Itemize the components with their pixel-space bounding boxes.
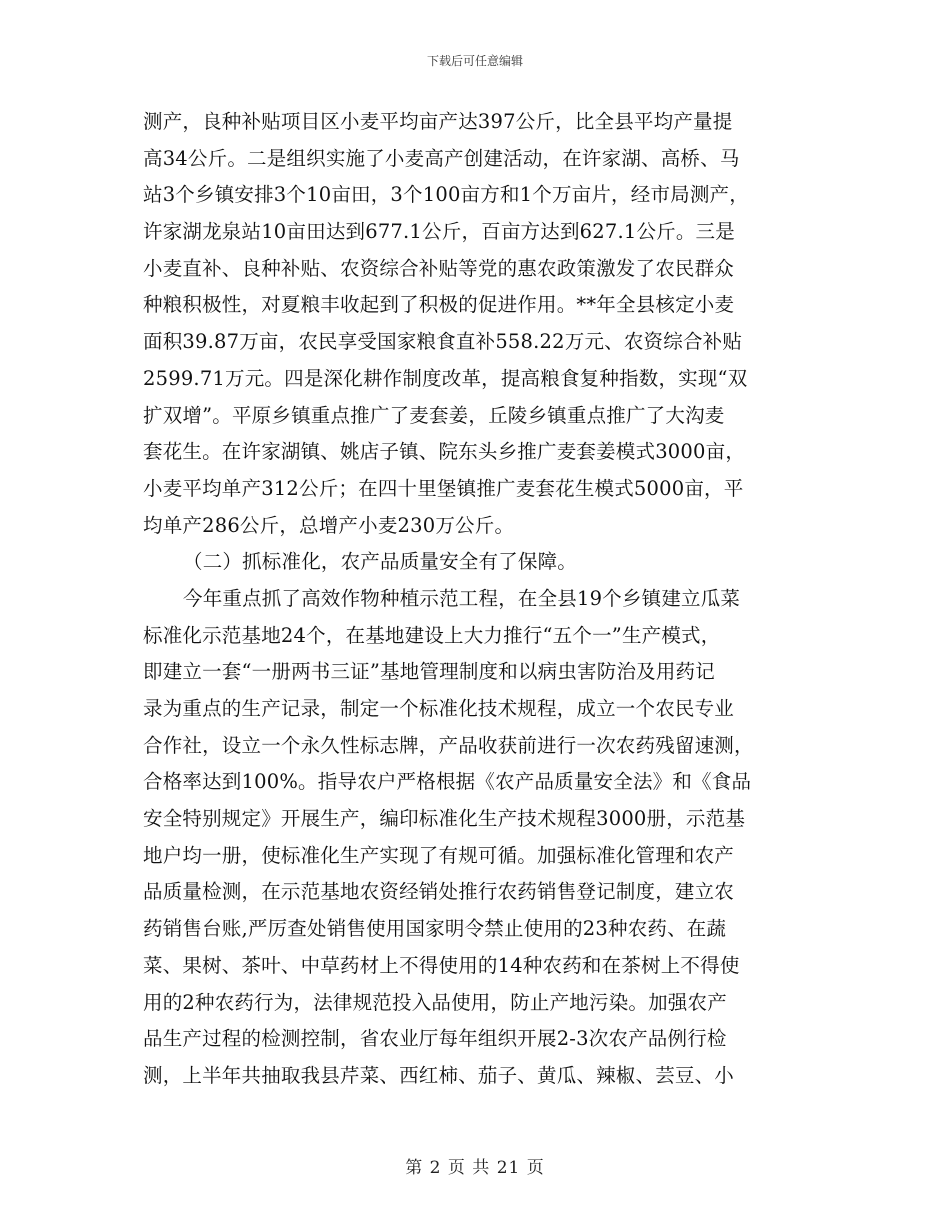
text-line: 均单产286公斤，总增产小麦230万公斤。 [143, 513, 515, 537]
text-line: 标准化示范基地24个，在基地建设上大力推行“五个一”生产模式， [143, 623, 721, 647]
text-line: 药销售台账,严厉查处销售使用国家明令禁止使用的23种农药、在蔬 [143, 917, 727, 941]
text-line: 许家湖龙泉站10亩田达到677.1公斤，百亩方达到627.1公斤。三是 [143, 220, 735, 244]
text-line: 合作社，设立一个永久性标志牌，产品收获前进行一次农药残留速测， [143, 733, 754, 757]
text-line: 地户均一册，使标准化生产实现了有规可循。加强标准化管理和农产 [143, 843, 735, 867]
text-line: 2599.71万元。四是深化耕作制度改革，提高粮食复种指数，实现“双 [143, 366, 748, 390]
text-line: 扩双增”。平原乡镇重点推广了麦套姜，丘陵乡镇重点推广了大沟麦 [143, 403, 725, 427]
page-number-footer: 第 2 页 共 21 页 [405, 1158, 545, 1178]
text-line: 种粮积极性，对夏粮丰收起到了积极的促进作用。**年全县核定小麦 [143, 293, 735, 317]
text-line: 合格率达到100%。指导农户严格根据《农产品质量安全法》和《食品 [143, 770, 752, 794]
text-line: （二）抓标准化，农产品质量安全有了保障。 [183, 550, 578, 574]
text-line: 测产，良种补贴项目区小麦平均亩产达397公斤，比全县平均产量提 [143, 110, 733, 133]
text-line: 即建立一套“一册两书三证”基地管理制度和以病虫害防治及用药记 [143, 660, 715, 684]
document-body [143, 104, 818, 1095]
text-line: 高34公斤。二是组织实施了小麦高产创建活动，在许家湖、高桥、马 [143, 146, 740, 170]
page-header: 下载后可任意编辑 [426, 54, 523, 68]
text-line: 用的2种农药行为，法律规范投入品使用，防止产地污染。加强农产 [143, 990, 727, 1014]
text-line: 测，上半年共抽取我县芹菜、西红柿、茄子、黄瓜、辣椒、芸豆、小 [143, 1063, 735, 1087]
text-line: 菜、果树、茶叶、中草药材上不得使用的14种农药和在茶树上不得使 [143, 953, 740, 977]
text-line: 品质量检测，在示范基地农资经销处推行农药销售登记制度，建立农 [143, 880, 735, 904]
text-line: 面积39.87万亩，农民享受国家粮食直补558.22万元、农资综合补贴 [143, 330, 743, 354]
text-line: 套花生。在许家湖镇、姚店子镇、院东头乡推广麦套姜模式3000亩， [143, 440, 746, 464]
text-line: 小麦平均单产312公斤；在四十里堡镇推广麦套花生模式5000亩，平 [143, 476, 744, 500]
text-line: 品生产过程的检测控制，省农业厅每年组织开展2-3次农产品例行检 [143, 1027, 727, 1051]
text-line: 站3个乡镇安排3个10亩田，3个100亩方和1个万亩片，经市局测产， [143, 183, 749, 207]
text-line: 小麦直补、良种补贴、农资综合补贴等党的惠农政策激发了农民群众 [143, 256, 735, 280]
text-line: 今年重点抓了高效作物种植示范工程，在全县19个乡镇建立瓜菜 [183, 586, 741, 610]
text-line: 录为重点的生产记录，制定一个标准化技术规程，成立一个农民专业 [143, 697, 735, 720]
text-line: 安全特别规定》开展生产，编印标准化生产技术规程3000册，示范基 [143, 807, 746, 831]
